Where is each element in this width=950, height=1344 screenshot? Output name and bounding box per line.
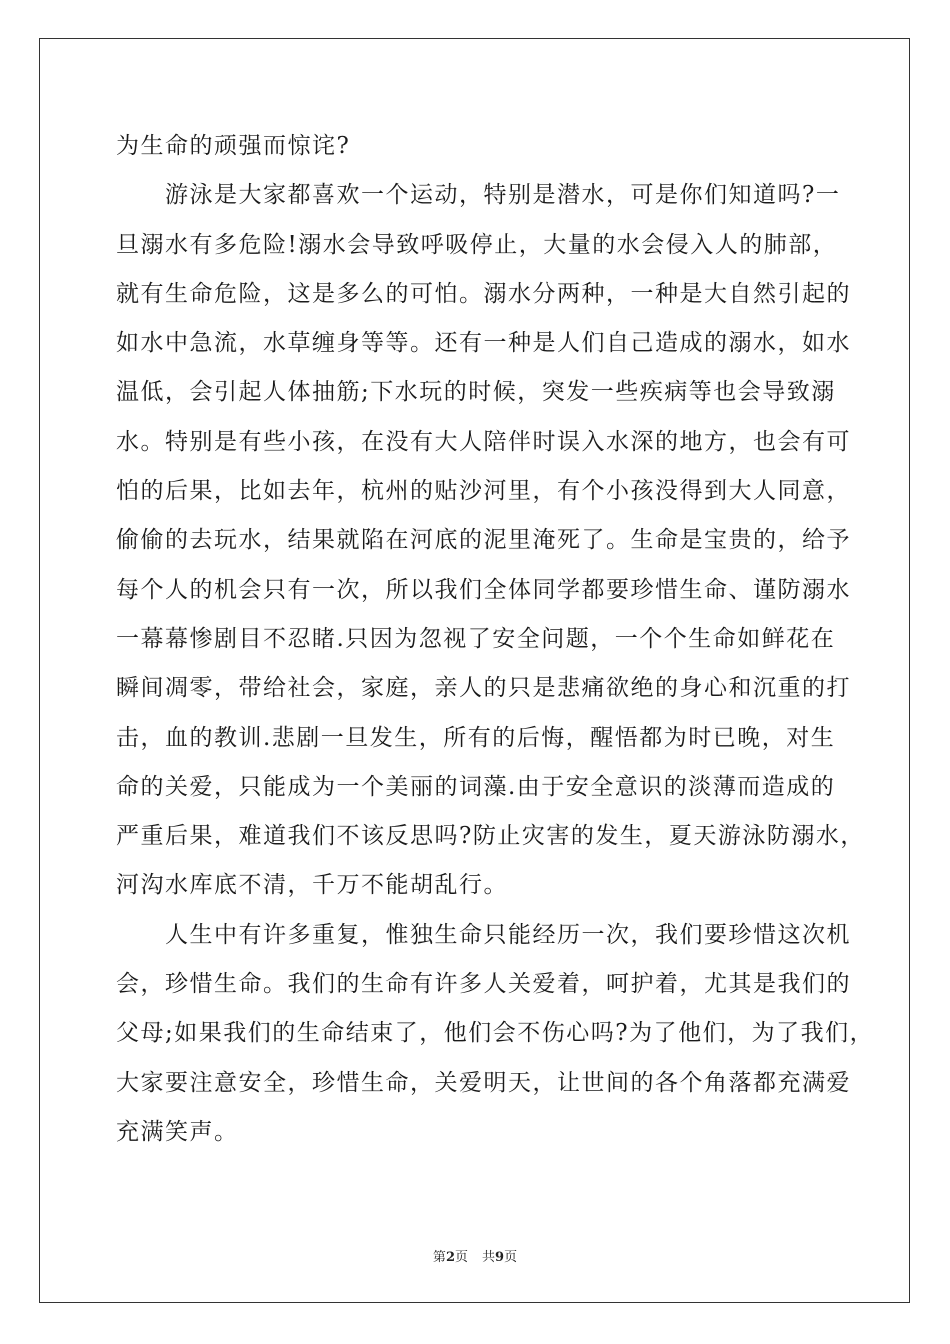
text-line: 旦溺水有多危险!溺水会导致呼吸停止，大量的水会侵入人的肺部， — [116, 231, 838, 258]
text-line: 父母;如果我们的生命结束了，他们会不伤心吗?为了他们，为了我们， — [116, 1020, 875, 1047]
text-line: 水。特别是有些小孩，在没有大人陪伴时误入水深的地方，也会有可 — [116, 428, 851, 455]
text-line: 偷偷的去玩水，结果就陷在河底的泥里淹死了。生命是宝贵的，给予 — [116, 527, 851, 554]
text-line: 为生命的顽强而惊诧? — [116, 133, 351, 159]
text-line: 一幕幕惨剧目不忍睹.只因为忽视了安全问题，一个个生命如鲜花在 — [116, 625, 836, 652]
text-line: 怕的后果，比如去年，杭州的贴沙河里，有个小孩没得到大人同意， — [116, 478, 851, 505]
text-line: 严重后果，难道我们不该反思吗?防止灾害的发生，夏天游泳防溺水， — [116, 823, 865, 850]
document-body — [116, 122, 875, 1157]
text-line: 瞬间凋零，带给社会，家庭，亲人的只是悲痛欲绝的身心和沉重的打 — [116, 675, 851, 702]
text-line: 会，珍惜生命。我们的生命有许多人关爱着，呵护着，尤其是我们的 — [116, 971, 851, 998]
page-footer — [0, 1246, 950, 1265]
text-line: 温低，会引起人体抽筋;下水玩的时候，突发一些疾病等也会导致溺 — [116, 379, 836, 406]
text-line: 就有生命危险，这是多么的可怕。溺水分两种，一种是大自然引起的 — [116, 280, 851, 307]
text-line: 河沟水库底不清，千万不能胡乱行。 — [116, 872, 508, 899]
text-line: 命的关爱，只能成为一个美丽的词藻.由于安全意识的淡薄而造成的 — [116, 773, 836, 800]
text-line: 每个人的机会只有一次，所以我们全体同学都要珍惜生命、谨防溺水 — [116, 576, 851, 603]
text-line: 游泳是大家都喜欢一个运动，特别是潜水，可是你们知道吗?一 — [165, 182, 841, 209]
text-line: 人生中有许多重复，惟独生命只能经历一次，我们要珍惜这次机 — [165, 921, 851, 948]
page-number: 第2页 — [432, 1250, 468, 1265]
text-line: 击，血的教训.悲剧一旦发生，所有的后悔，醒悟都为时已晚，对生 — [116, 724, 836, 751]
text-line: 充满笑声。 — [116, 1118, 239, 1145]
text-line: 如水中急流，水草缠身等等。还有一种是人们自己造成的溺水，如水 — [116, 330, 851, 357]
text-line: 大家要注意安全，珍惜生命，关爱明天，让世间的各个角落都充满爱 — [116, 1069, 851, 1096]
page-total: 共9页 — [482, 1250, 518, 1265]
